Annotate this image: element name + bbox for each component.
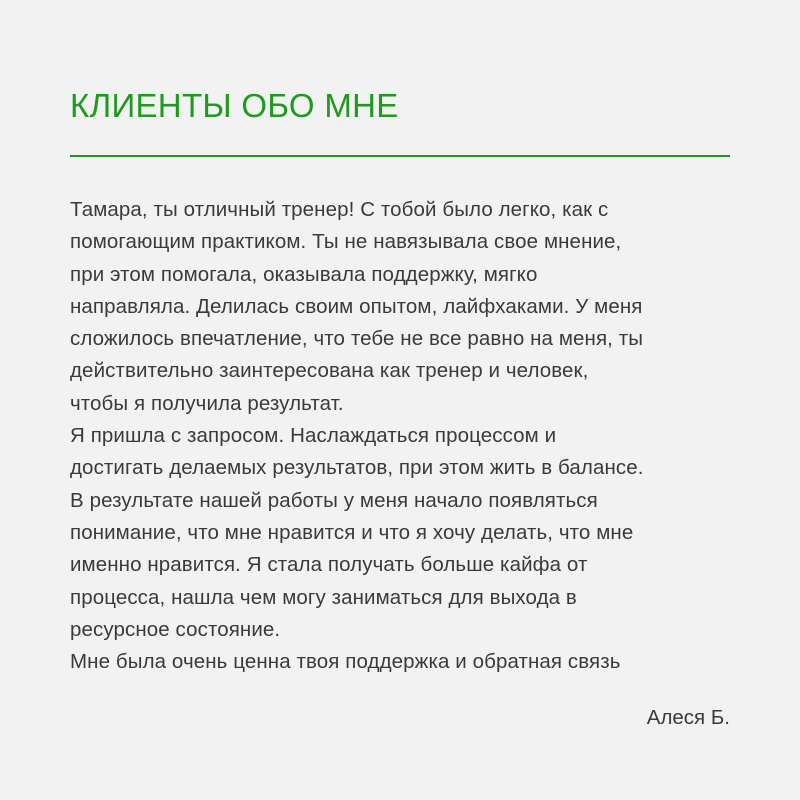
testimonial-line: понимание, что мне нравится и что я хочу делать, что мне: [70, 520, 634, 544]
testimonial-line: направляла. Делилась своим опытом, лайфхаками. У меня: [70, 294, 643, 318]
testimonial-line: именно нравится. Я стала получать больше кайфа от: [70, 553, 588, 577]
page-title: КЛИЕНТЫ ОБО МНЕ: [70, 87, 399, 124]
testimonial-line: ресурсное состояние.: [70, 617, 281, 641]
testimonial-line: достигать делаемых результатов, при этом жить в балансе.: [70, 456, 644, 480]
testimonial-line: действительно заинтересована как тренер и человек,: [70, 359, 589, 383]
testimonial-author: Алеся Б.: [646, 706, 730, 729]
testimonial-line: чтобы я получила результат.: [70, 391, 344, 415]
testimonial-line: Я пришла с запросом. Наслаждаться процессом и: [70, 424, 557, 448]
testimonial-line: при этом помогала, оказывала поддержку, мягко: [70, 262, 538, 286]
testimonial-line: Мне была очень ценна твоя поддержка и обратная связь: [70, 650, 621, 674]
testimonial-text: [70, 194, 740, 678]
testimonial-line: сложилось впечатление, что тебе не все равно на меня, ты: [70, 327, 644, 351]
title-divider: [70, 155, 730, 157]
testimonial-line: помогающим практиком. Ты не навязывала свое мнение,: [70, 230, 622, 254]
testimonial-line: процесса, нашла чем могу заниматься для выхода в: [70, 585, 577, 609]
testimonial-line: В результате нашей работы у меня начало появляться: [70, 488, 598, 512]
testimonial-line: Тамара, ты отличный тренер! С тобой было легко, как с: [70, 198, 609, 221]
